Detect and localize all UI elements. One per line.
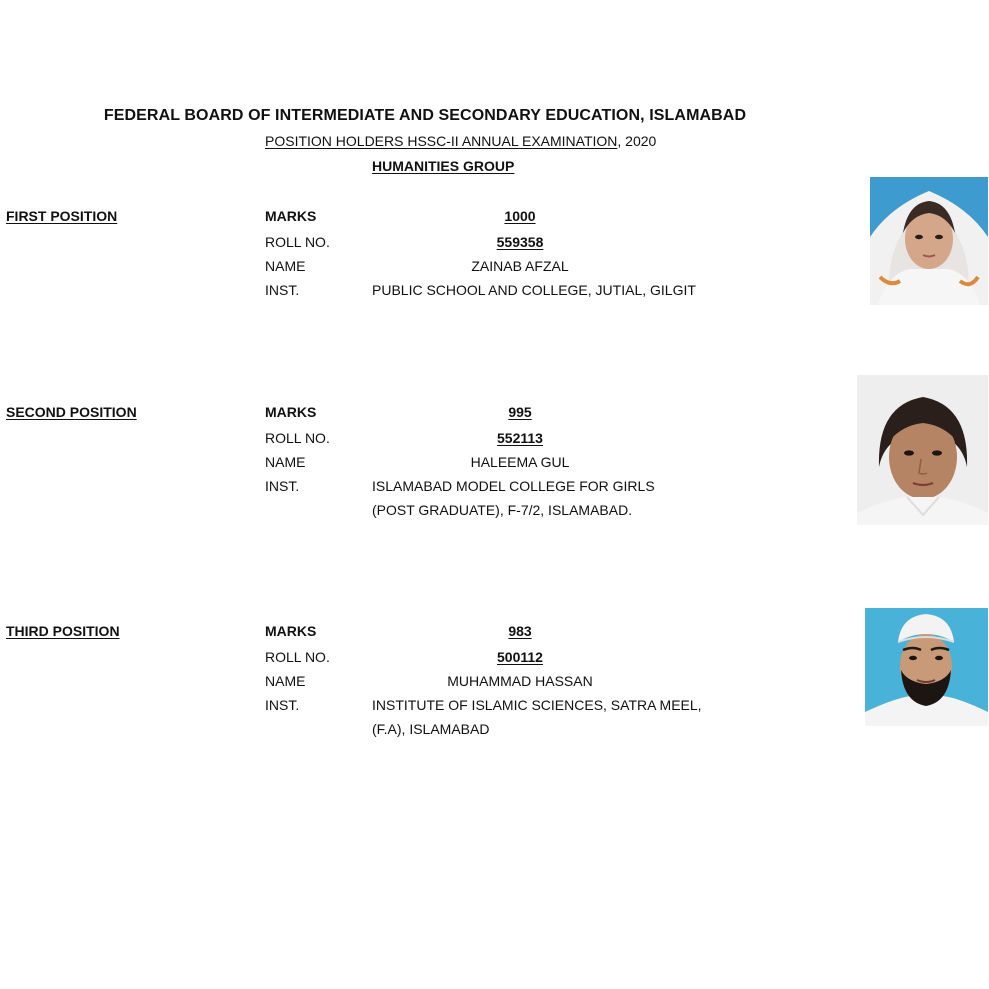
roll-no-value: 552113 [497, 430, 543, 446]
inst-label: INST. [265, 478, 300, 494]
marks-label: MARKS [265, 208, 317, 224]
roll-no-value: 559358 [496, 234, 544, 250]
name-value: ZAINAB AFZAL [471, 258, 569, 274]
inst-value-line1: ISLAMABAD MODEL COLLEGE FOR GIRLS [372, 478, 655, 494]
marks-label: MARKS [265, 404, 317, 420]
roll-no-value: 500112 [497, 649, 543, 665]
inst-value-line1: PUBLIC SCHOOL AND COLLEGE, JUTIAL, GILGIT [372, 282, 696, 298]
photo-first-position [870, 177, 988, 305]
group-title: HUMANITIES GROUP [372, 158, 515, 174]
marks-label: MARKS [265, 623, 317, 639]
exam-subtitle-year: , 2020 [617, 133, 657, 149]
roll-no-label: ROLL NO. [265, 234, 330, 250]
position-title: THIRD POSITION [6, 623, 120, 639]
name-label: NAME [265, 258, 306, 274]
inst-label: INST. [265, 282, 300, 298]
name-label: NAME [265, 673, 306, 689]
marks-value: 1000 [504, 208, 536, 224]
marks-value: 983 [508, 623, 532, 639]
marks-value: 995 [508, 404, 532, 420]
photo-third-position [865, 608, 988, 726]
name-label: NAME [265, 454, 306, 470]
name-value: HALEEMA GUL [470, 454, 570, 470]
name-value: MUHAMMAD HASSAN [447, 673, 593, 689]
roll-no-label: ROLL NO. [265, 430, 330, 446]
inst-label: INST. [265, 697, 300, 713]
exam-subtitle-main: POSITION HOLDERS HSSC-II ANNUAL EXAMINATION [265, 133, 618, 149]
inst-value-line2: (POST GRADUATE), F-7/2, ISLAMABAD. [372, 502, 633, 518]
position-title: SECOND POSITION [6, 404, 137, 420]
inst-value-line2: (F.A), ISLAMABAD [372, 721, 490, 737]
exam-subtitle [265, 133, 656, 149]
board-title: FEDERAL BOARD OF INTERMEDIATE AND SECONDARY EDUCATION, ISLAMABAD [103, 107, 747, 124]
inst-value-line1: INSTITUTE OF ISLAMIC SCIENCES, SATRA MEEL, [372, 697, 702, 713]
roll-no-label: ROLL NO. [265, 649, 330, 665]
position-title: FIRST POSITION [6, 208, 118, 224]
photo-second-position [857, 375, 988, 525]
